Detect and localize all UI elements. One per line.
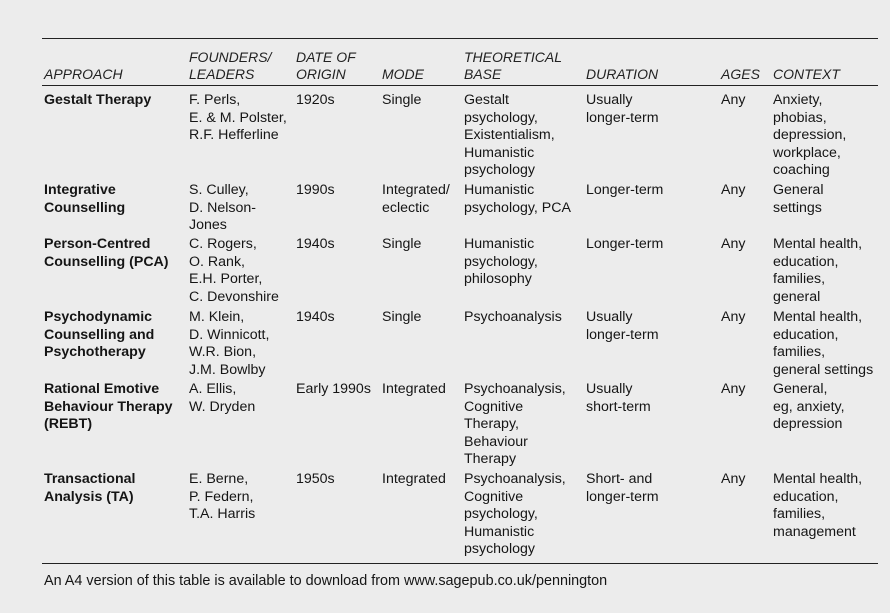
header-base: THEORETICAL BASE (464, 49, 563, 82)
table-row-5-ages: Any (721, 381, 746, 397)
table-row-1-mode: Single (382, 92, 422, 108)
table-top-rule (42, 38, 878, 39)
table-row-1-duration: Usually longer-term (586, 92, 659, 126)
table-row-3-date: 1940s (296, 236, 335, 252)
table-row-2-context: General settings (773, 182, 824, 216)
table-row-1-founders: F. Perls, E. & M. Polster, R.F. Hefferline (189, 92, 287, 144)
header-mode: MODE (382, 66, 424, 82)
table-row-4-context: Mental health, education, families, general settings (773, 309, 874, 378)
table-row-4-duration: Usually longer-term (586, 309, 659, 343)
table-row-5-founders: A. Ellis, W. Dryden (189, 381, 256, 415)
table-header-rule (42, 85, 878, 86)
table-row-5-mode: Integrated (382, 381, 446, 397)
table-row-4-date: 1940s (296, 309, 335, 325)
table-row-1-base: Gestalt psychology, Existentialism, Humanistic psychology (464, 92, 555, 179)
table-row-6-mode: Integrated (382, 471, 446, 487)
table-row-6-context: Mental health, education, families, management (773, 471, 863, 540)
header-duration: DURATION (586, 66, 659, 82)
table-row-4-mode: Single (382, 309, 422, 325)
table-row-6-date: 1950s (296, 471, 335, 487)
table-row-6-duration: Short- and longer-term (586, 471, 659, 505)
table-row-6-founders: E. Berne, P. Federn, T.A. Harris (189, 471, 256, 523)
table-row-1-date: 1920s (296, 92, 335, 108)
table-row-1-approach: Gestalt Therapy (44, 92, 152, 108)
table-row-6-approach: Transactional Analysis (TA) (44, 471, 136, 505)
table-row-6-base: Psychoanalysis, Cognitive psychology, Humanistic psychology (464, 471, 566, 558)
table-row-5-approach: Rational Emotive Behaviour Therapy (REBT) (44, 381, 173, 433)
table-row-1-ages: Any (721, 92, 746, 108)
header-date: DATE OF ORIGIN (296, 49, 356, 82)
header-context: CONTEXT (773, 66, 840, 82)
table-row-4-ages: Any (721, 309, 746, 325)
table-row-6-ages: Any (721, 471, 746, 487)
table-row-1-context: Anxiety, phobias, depression, workplace, coaching (773, 92, 847, 179)
table-row-5-date: Early 1990s (296, 381, 371, 397)
table-row-3-approach: Person-Centred Counselling (PCA) (44, 236, 169, 270)
table-row-2-approach: Integrative Counselling (44, 182, 126, 216)
header-approach: APPROACH (44, 66, 123, 82)
table-row-4-base: Psychoanalysis (464, 309, 562, 325)
table-row-4-approach: Psychodynamic Counselling and Psychotherapy (44, 309, 155, 361)
table-row-3-founders: C. Rogers, O. Rank, E.H. Porter, C. Devonshire (189, 236, 279, 305)
table-row-3-base: Humanistic psychology, philosophy (464, 236, 538, 288)
table-row-3-context: Mental health, education, families, general (773, 236, 863, 305)
table-row-4-founders: M. Klein, D. Winnicott, W.R. Bion, J.M. Bowlby (189, 309, 270, 378)
table-row-2-founders: S. Culley, D. Nelson- Jones (189, 182, 257, 234)
table-row-3-ages: Any (721, 236, 746, 252)
table-row-2-base: Humanistic psychology, PCA (464, 182, 571, 216)
table-row-3-mode: Single (382, 236, 422, 252)
table-row-2-ages: Any (721, 182, 746, 198)
table-row-2-duration: Longer-term (586, 182, 664, 198)
table-row-5-context: General, eg, anxiety, depression (773, 381, 845, 433)
table-row-5-duration: Usually short-term (586, 381, 651, 415)
table-row-5-base: Psychoanalysis, Cognitive Therapy, Behaviour Therapy (464, 381, 566, 468)
table-bottom-rule (42, 563, 878, 564)
download-note: An A4 version of this table is available to download from www.sagepub.co.uk/pennington (44, 573, 608, 589)
table-row-2-date: 1990s (296, 182, 335, 198)
header-founders: FOUNDERS/ LEADERS (189, 49, 272, 82)
table-row-3-duration: Longer-term (586, 236, 664, 252)
header-ages: AGES (721, 66, 760, 82)
table-row-2-mode: Integrated/ eclectic (382, 182, 450, 216)
